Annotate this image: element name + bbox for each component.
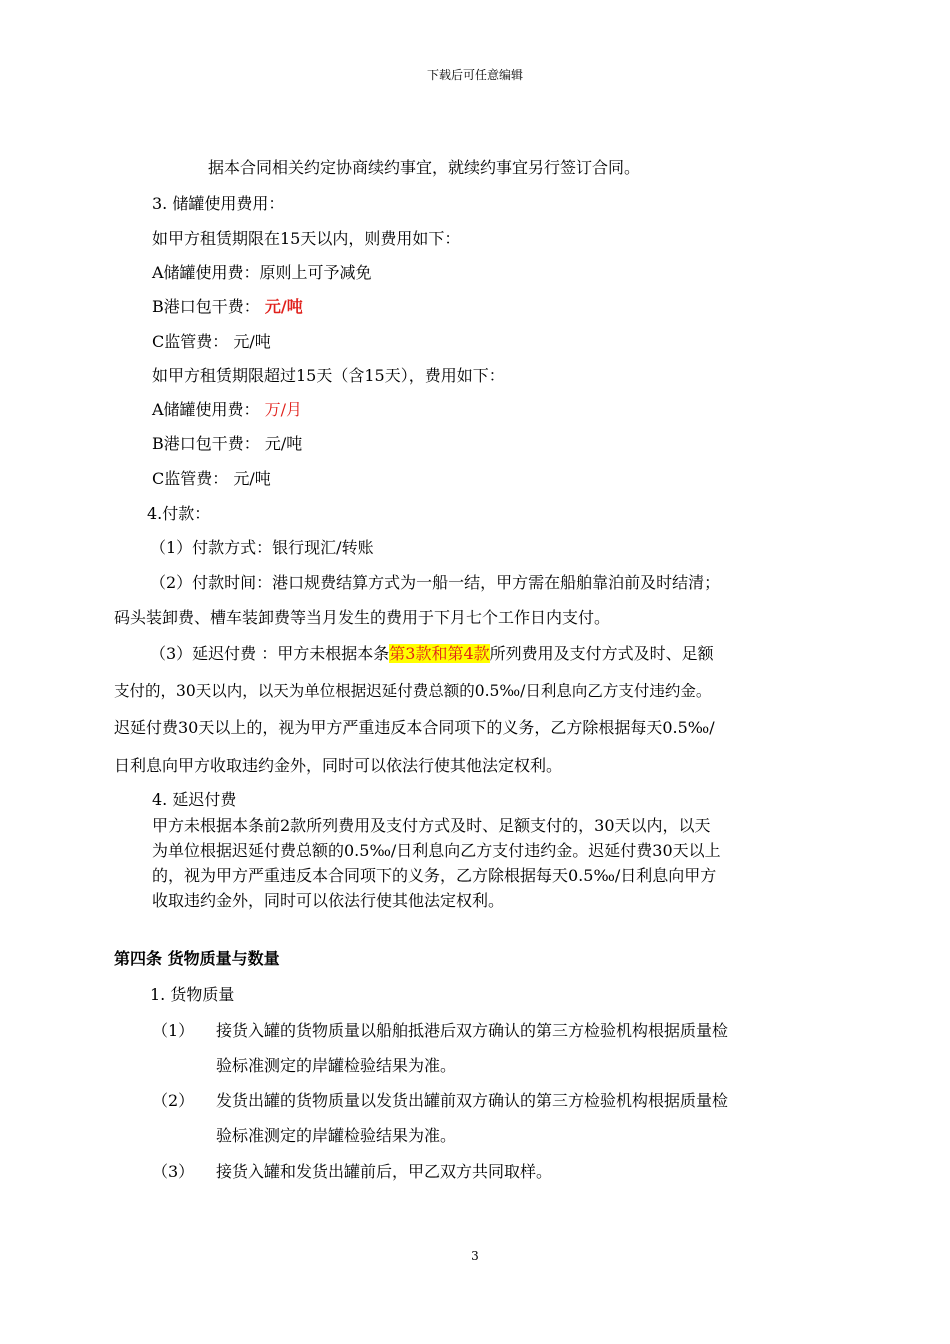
text-line: 4.付款： xyxy=(147,504,211,523)
clause-highlight: 第3款和第4款 xyxy=(389,644,490,663)
text-line: C监管费： 元/吨 xyxy=(152,332,271,351)
text-line: 4. 延迟付费 xyxy=(152,790,237,809)
fee-unit-highlight: 万/月 xyxy=(264,400,303,419)
text-line: （2）付款时间：港口规费结算方式为一船一结，甲方需在船舶靠泊前及时结清； xyxy=(150,573,721,592)
text-line: 如甲方租赁期限超过15天（含15天），费用如下： xyxy=(152,366,505,385)
list-item-text: 验标准测定的岸罐检验结果为准。 xyxy=(216,1126,457,1145)
list-item-number: （3） xyxy=(152,1162,195,1181)
text-line: 为单位根据迟延付费总额的0.5‰/日利息向乙方支付违约金。迟延付费30天以上 xyxy=(152,841,721,860)
list-item-text: 接货入罐和发货出罐前后，甲乙双方共同取样。 xyxy=(216,1162,553,1181)
text-segment: A储罐使用费： xyxy=(152,400,265,419)
text-line: 1. 货物质量 xyxy=(150,985,235,1004)
text-line: 如甲方租赁期限在15天以内，则费用如下： xyxy=(152,229,461,248)
text-line: 的，视为甲方严重违反本合同项下的义务，乙方除根据每天0.5‰/日利息向甲方 xyxy=(152,866,717,885)
page-number: 3 xyxy=(471,1249,479,1263)
page-header: 下载后可任意编辑 xyxy=(426,68,523,82)
text-line: 日利息向甲方收取违约金外，同时可以依法行使其他法定权利。 xyxy=(114,756,563,775)
text-segment: （3）延迟付费 ：甲方未根据本条 xyxy=(150,644,390,663)
section-heading: 第四条 货物质量与数量 xyxy=(114,949,280,968)
text-line: 3. 储罐使用费用： xyxy=(152,194,285,213)
list-item-text: 发货出罐的货物质量以发货出罐前双方确认的第三方检验机构根据质量检 xyxy=(216,1091,729,1110)
text-line: 甲方未根据本条前2款所列费用及支付方式及时、足额支付的，30天以内，以天 xyxy=(152,816,711,835)
text-line: （1）付款方式：银行现汇/转账 xyxy=(150,538,374,557)
text-line: 据本合同相关约定协商续约事宜，就续约事宜另行签订合同。 xyxy=(208,158,641,177)
text-line: 支付的，30天以内，以天为单位根据迟延付费总额的0.5‰/日利息向乙方支付违约金。 xyxy=(114,682,712,700)
text-line: C监管费： 元/吨 xyxy=(152,469,271,488)
text-line: 迟延付费30天以上的，视为甲方严重违反本合同项下的义务，乙方除根据每天0.5‰/ xyxy=(114,718,715,737)
text-line xyxy=(150,644,714,664)
fee-unit-highlight: 元/吨 xyxy=(264,297,303,316)
text-line: A储罐使用费：原则上可予减免 xyxy=(152,263,372,282)
text-line: B港口包干费： 元/吨 xyxy=(152,434,303,453)
text-line: 收取违约金外，同时可以依法行使其他法定权利。 xyxy=(152,891,505,910)
text-line xyxy=(152,297,303,317)
text-line: 码头装卸费、槽车装卸费等当月发生的费用于下月七个工作日内支付。 xyxy=(114,608,611,627)
text-line xyxy=(152,400,302,420)
list-item-text: 验标准测定的岸罐检验结果为准。 xyxy=(216,1056,457,1075)
list-item-text: 接货入罐的货物质量以船舶抵港后双方确认的第三方检验机构根据质量检 xyxy=(216,1021,729,1040)
list-item-number: （2） xyxy=(152,1091,195,1110)
text-segment: 所列费用及支付方式及时、足额 xyxy=(489,644,714,663)
text-segment: B港口包干费： xyxy=(152,297,265,316)
list-item-number: （1） xyxy=(152,1021,195,1040)
